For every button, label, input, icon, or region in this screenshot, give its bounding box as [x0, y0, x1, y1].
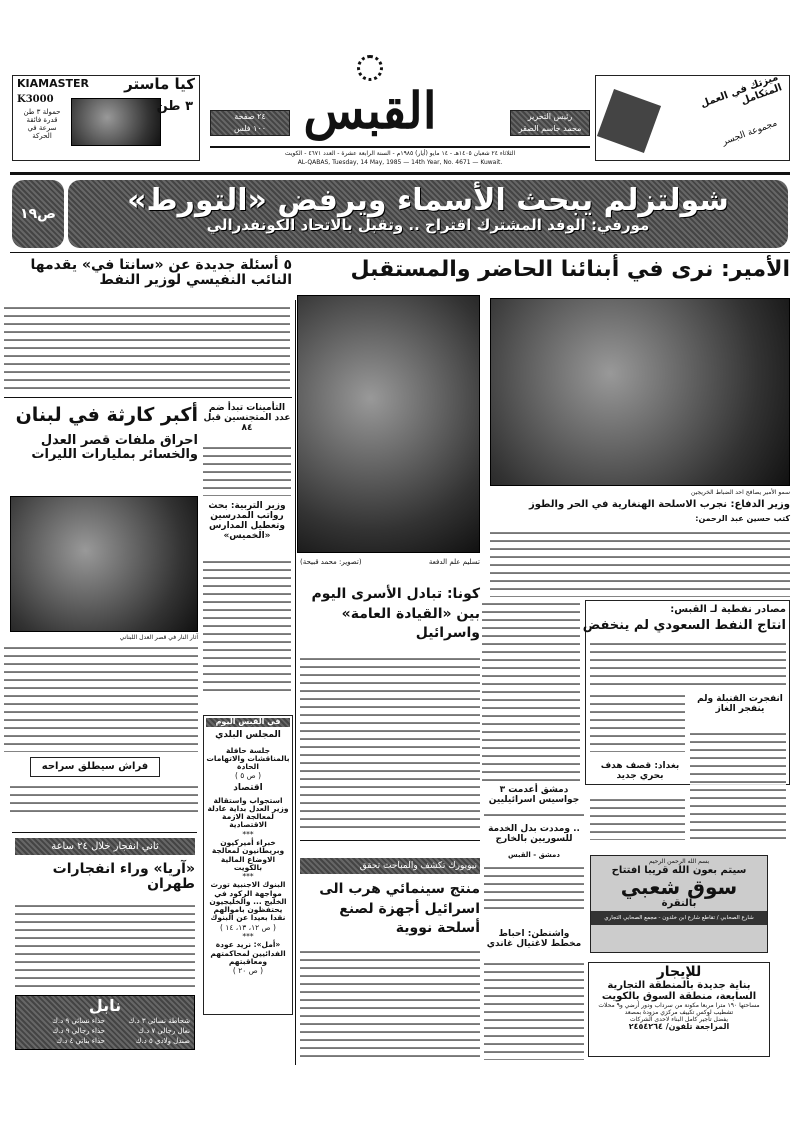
- rent-line1: بناية جديدة بالمنطقة التجارية: [607, 980, 751, 992]
- prisoner-box: فراش سيطلق سراحه: [30, 757, 160, 777]
- nuclear-kicker: نيويورك تكشف والمباحث تحقق: [300, 858, 480, 874]
- photo-credit: (تصوير: محمد قبيحة): [300, 558, 362, 566]
- defense-subheadline: وزير الدفاع: نجرب الاسلحة الهنغارية في الحر والطوز: [529, 499, 790, 510]
- nuclear-body: [300, 948, 480, 1060]
- price: ١٠٠ فلس: [233, 124, 267, 133]
- rent-title: للإيجار: [656, 964, 702, 980]
- syrians-body: [484, 864, 584, 914]
- oil-body: [590, 640, 786, 688]
- souq-title: سوق شعبي: [620, 875, 738, 899]
- today-item: ( ص ١٢، ١٣، ١٤ ): [220, 922, 276, 932]
- column-rule: [295, 300, 296, 1065]
- gas-headline: انفجرت القنبلة ولم ينفجر الغاز: [697, 694, 783, 714]
- group-name: مجموعة الجسر: [721, 118, 779, 148]
- lebanon-headline: أكبر كارثة في لبنان: [15, 404, 198, 426]
- today-item: جلسة حافلة بالمناقشات والاتهامات الحادة: [206, 745, 290, 772]
- emir-body-cont: [482, 600, 580, 782]
- separator: ***: [242, 932, 254, 942]
- banner-rule: [10, 252, 790, 253]
- rent-line2: السابعة، منطقة السوق بالكويت: [601, 991, 757, 1003]
- kuna-body: [300, 655, 480, 830]
- kia-brand-en: KIAMASTER: [17, 77, 89, 90]
- souq-ad: [590, 855, 768, 953]
- page-count: ٢٤ صفحة: [234, 112, 266, 121]
- editor-label: رئيس التحرير: [527, 112, 573, 121]
- sanatafe-headline: ٥ أسئلة جديدة عن «سانتا في» يقدمها النائب النفيسي لوزير النفط: [30, 257, 292, 289]
- gandhi-headline: واشنطن: احباط مخطط لاغتيال غاندي: [486, 929, 582, 949]
- dateline-en: AL-QABAS, Tuesday, 14 May, 1985 — 14th Year, No. 4671 — Kuwait.: [297, 159, 503, 166]
- today-label: في القبس اليوم: [206, 718, 290, 727]
- emir-body: [490, 529, 790, 597]
- group-ad: [595, 71, 790, 161]
- editor-name: محمد جاسم الصقر: [518, 124, 582, 133]
- separator: ***: [242, 872, 254, 882]
- tehran-headline: «آريا» وراء انفجارات طهران: [52, 861, 195, 893]
- insurance-headline: التأمينات تبدأ ضم عدد المتجنسين قبل ٨٤: [203, 403, 291, 433]
- today-item: خبراء أميركيون وبريطانيون لمعالجة الاوضاع المالية بالكويت: [211, 838, 285, 872]
- dateline-ar: الثلاثاء ٢٤ شعبان ١٤٠٥هـ - ١٤ مايو (أيار) ١٩٨٥م - السنة الرابعة عشرة - العدد ٤٦٧١ - الكويت: [284, 150, 516, 157]
- syrians-dateline: دمشق - القبس: [508, 851, 560, 859]
- rent-phone: المراجعة تلفون/ ٢٤٥٤٢٦٤: [628, 1022, 730, 1032]
- today-item: استجواب واستقالة وزير العدل بداية عادلة لمعالجة الازمة الاقتصادية: [207, 795, 289, 830]
- separator: ***: [242, 829, 254, 839]
- emir-photo: [490, 298, 790, 486]
- top-rule: [10, 172, 790, 175]
- nabil-item: شحاطة نسائي ٣ د.ك: [128, 1017, 190, 1025]
- oil-kicker: مصادر نفطية لـ القبس:: [670, 604, 786, 615]
- emir-caption: سمو الأمير يصافح احد الضباط الخريجين: [690, 489, 790, 496]
- today-box: [203, 715, 293, 1015]
- gandhi-body: [484, 960, 584, 1060]
- emir-headline: الأمير: نرى في أبنائنا الحاضر والمستقبل: [350, 257, 790, 282]
- syrians-headline: .. ومددت بدل الخدمة للسوريين بالخارج: [488, 824, 580, 844]
- divider: [4, 397, 292, 398]
- nabil-ad: [15, 995, 195, 1050]
- banner-subheadline: مورفي: الوفد المشترك اقتراح .. وتقبل بالاتحاد الكونفدرالي: [206, 216, 650, 234]
- souq-basmala: بسم الله الرحمن الرحيم: [648, 858, 710, 865]
- editor-box: [510, 110, 590, 136]
- sanatafe-body: [4, 304, 290, 394]
- today-item: ( ص ٥ ): [234, 771, 262, 781]
- today-item: اقتصاد: [233, 782, 263, 793]
- sun-emblem-icon: [357, 55, 383, 81]
- souq-line1: سيتم بعون الله قريبا افتتاح: [611, 865, 747, 876]
- souq-address: شارع الصحابي / تقاطع شارع ابن خلدون - مجمع الصحابي التجاري: [591, 911, 767, 925]
- education-headline: وزير التربية: بحث رواتب المدرسين وتعطيل المدارس «الخميس»: [208, 501, 286, 541]
- damascus-headline: دمشق أعدمت ٣ جواسيس اسرائيليين: [488, 785, 580, 805]
- rent-details: مساحتها ١٩٠ مترا مربعا مكونة من سرداب ودور أرضي و٩ محلات تشطيب لوكس تكييف مركزي مزودة بمصعد: [598, 1002, 760, 1017]
- today-item: المجلس البلدي: [215, 729, 281, 740]
- souq-place: بالنقرة: [661, 898, 697, 909]
- kia-capacity: ٣ طن: [156, 99, 193, 114]
- truck-image: [71, 98, 161, 146]
- lebanon-subheadline: احراق ملفات قصر العدل والخسائر بمليارات الليرات: [31, 433, 198, 463]
- tehran-body: [15, 902, 195, 990]
- prisoner-body: [10, 783, 198, 815]
- nabil-item: حذاء بناتي ٤ د.ك: [56, 1037, 105, 1045]
- justice-palace-photo: [10, 496, 198, 632]
- divider: [12, 832, 197, 833]
- insurance-body: [203, 444, 291, 496]
- gas-body: [690, 730, 786, 840]
- nabil-item: حذاء رجالي ٩ د.ك: [52, 1027, 105, 1035]
- banner-page-ref: ص١٩: [12, 180, 64, 248]
- oil-body-2: [590, 692, 685, 752]
- nabil-item: حذاء نسائي ٩ د.ك: [52, 1017, 105, 1025]
- kia-ad: [12, 75, 200, 161]
- graduation-photo: [297, 295, 480, 553]
- today-item: البنوك الاجنبية تورث مواجهة الركود في الخليج ... والخليجيون يحتفظون باموالهم نقدا بعيدا عن البنوك: [209, 880, 287, 923]
- today-item: ( ص ٢٠ ): [232, 966, 264, 976]
- logo: [300, 55, 440, 145]
- banner-headline: شولتزلم يبحث الأسماء ويرفض «التورط»: [127, 183, 729, 218]
- damascus-body: [484, 811, 584, 822]
- rent-note: يفضل تأجير كامل البناء لاحدى الشركات: [630, 1016, 728, 1024]
- kia-model: K3000: [17, 94, 54, 105]
- kia-brand-ar: كيا ماستر: [124, 75, 195, 93]
- oil-headline: انتاج النفط السعودي لم ينخفض: [582, 618, 786, 633]
- education-body: [203, 558, 291, 692]
- rent-ad: [588, 962, 770, 1057]
- masthead-rule: [210, 146, 590, 148]
- lebanon-body: [4, 644, 198, 752]
- group-slogan: ميزتك في العمل المتكامل: [699, 71, 784, 111]
- lebanon-caption: آثار النار في قصر العدل اللبناني: [119, 634, 198, 641]
- cubes-image: [597, 89, 661, 153]
- emir-byline: كتب حسين عبد الرحمن:: [695, 514, 790, 523]
- pages-box: [210, 110, 290, 136]
- today-item: «أمل»: نريد عودة الفدائيين لمحاكمتهم ومعاقبتهم: [210, 940, 286, 966]
- tehran-kicker: ثاني انفجار خلال ٢٤ ساعة: [15, 838, 195, 855]
- kia-tagline: حمولة ٣ طن قدرة فائقة سرعة في الحركة: [23, 108, 61, 140]
- nabil-item: نعال رجالي ٧ د.ك: [138, 1027, 190, 1035]
- nabil-title: نابل: [88, 996, 122, 1015]
- photo-caption: تسليم علم الدفعة: [428, 558, 480, 566]
- baghdad-headline: بغداد: قصف هدف بحري جديد: [600, 761, 680, 781]
- nuclear-headline: منتج سينمائي هرب الى اسرائيل أجهزة لصنع أسلحة نووية: [319, 881, 480, 937]
- kuna-headline: كونا: تبادل الأسرى اليوم بين «القيادة العامة» واسرائيل: [311, 586, 480, 642]
- logo-text: القبس: [303, 81, 437, 140]
- nabil-item: صندل ولادي ٥ د.ك: [135, 1037, 190, 1045]
- divider: [300, 840, 480, 841]
- banner-headline-box: [68, 180, 788, 248]
- baghdad-body: [590, 796, 685, 840]
